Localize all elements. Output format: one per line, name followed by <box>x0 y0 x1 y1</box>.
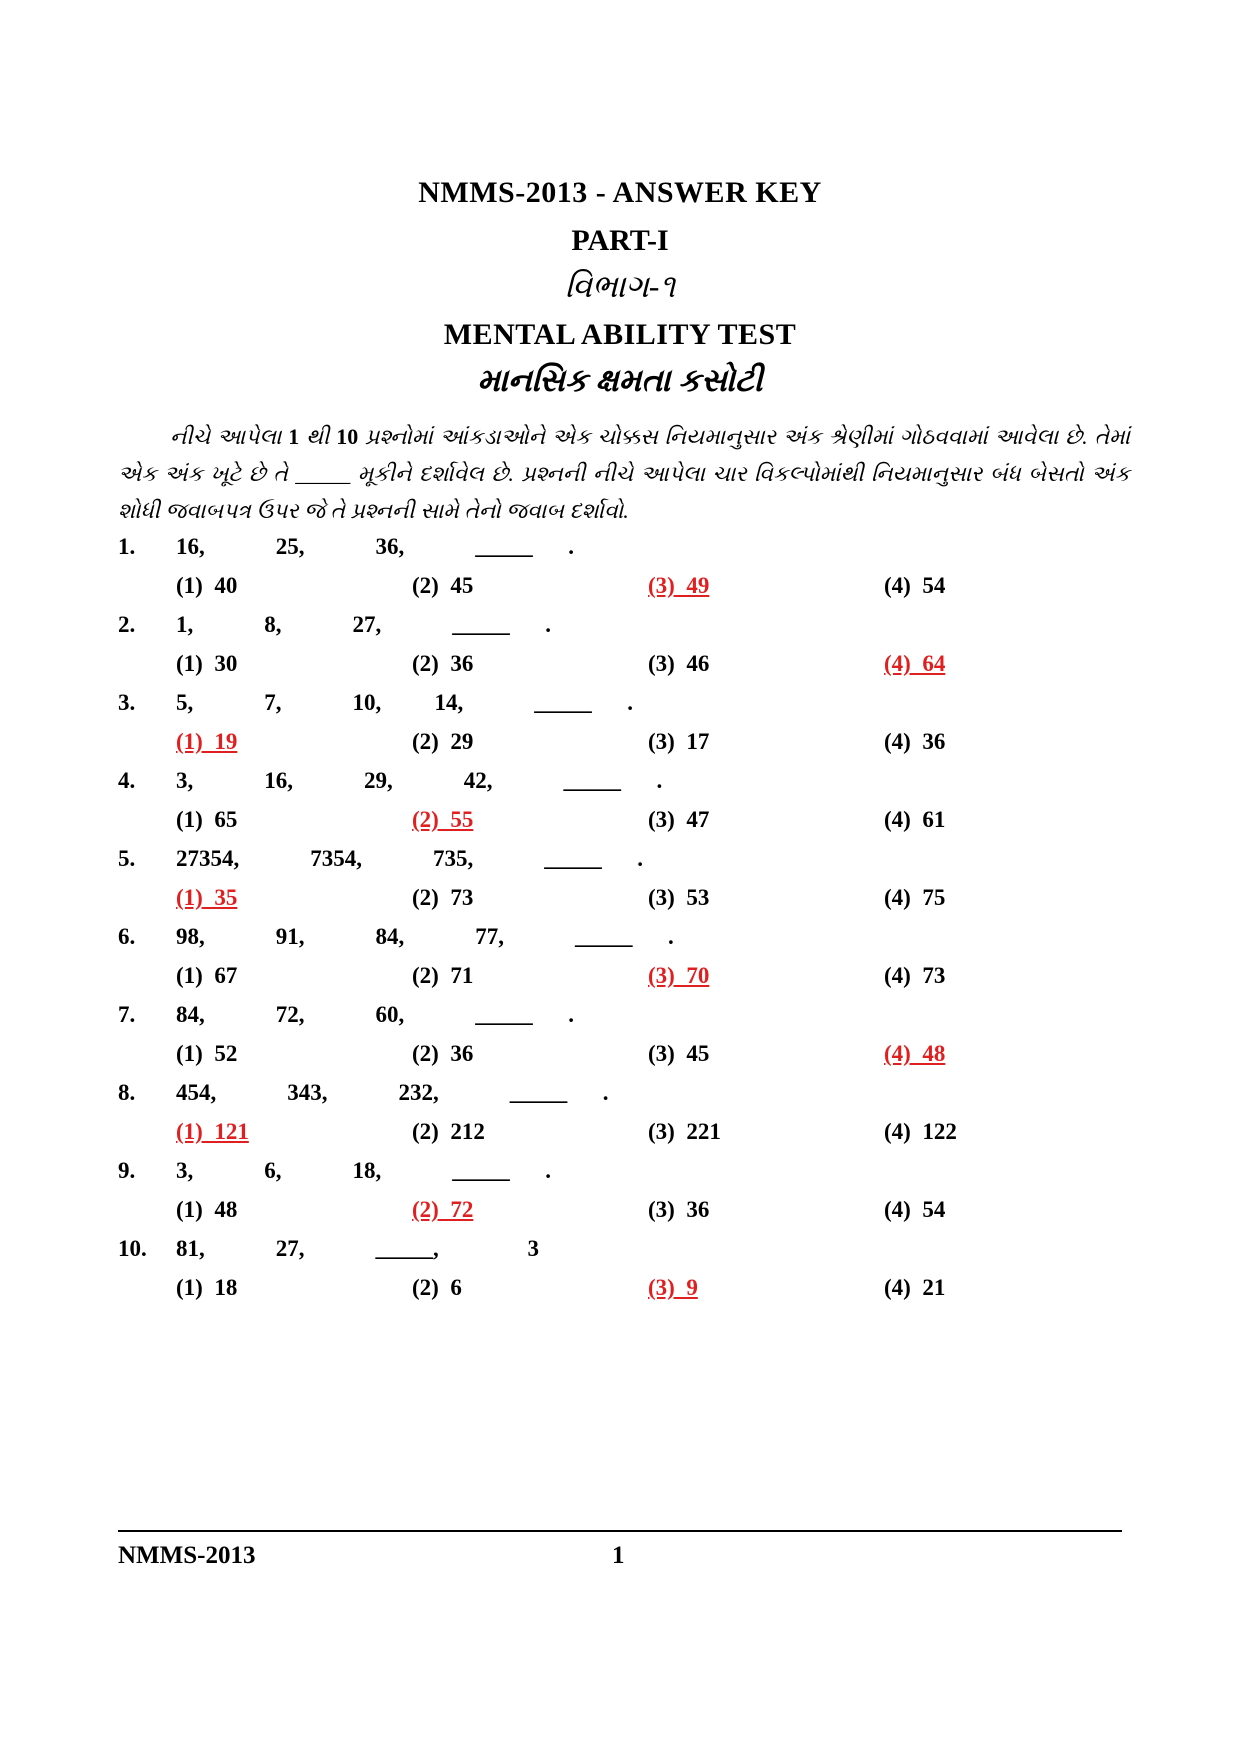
footer-label: NMMS-2013 <box>118 1542 256 1569</box>
question-sequence: 98, 91, 84, 77, _____ . <box>176 924 674 949</box>
question-sequence: 454, 343, 232, _____ . <box>176 1080 609 1105</box>
question-sequence: 16, 25, 36, _____ . <box>176 534 574 559</box>
answer-option: (1) 30 <box>176 651 238 676</box>
question-number: 8. <box>118 1080 136 1105</box>
answer-option: (4) 54 <box>884 573 946 598</box>
question-number: 5. <box>118 846 136 871</box>
document-title: NMMS-2013 - ANSWER KEY <box>418 176 822 209</box>
correct-answer-option: (3) 49 <box>648 573 710 598</box>
answer-option: (4) 122 <box>884 1119 957 1144</box>
question-number: 3. <box>118 690 136 715</box>
answer-option: (4) 73 <box>884 963 946 988</box>
question-sequence: 5, 7, 10, 14, _____ . <box>176 690 633 715</box>
correct-answer-option: (3) 70 <box>648 963 710 988</box>
question-sequence: 27354, 7354, 735, _____ . <box>176 846 643 871</box>
answer-option: (1) 67 <box>176 963 238 988</box>
answer-option: (3) 47 <box>648 807 710 832</box>
test-name-gujarati: માનસિક ક્ષમતા કસોટી <box>477 362 763 398</box>
question-sequence: 3, 16, 29, 42, _____ . <box>176 768 663 793</box>
question-number: 10. <box>118 1236 147 1261</box>
question-number: 9. <box>118 1158 136 1183</box>
answer-option: (1) 18 <box>176 1275 238 1300</box>
page-number: 1 <box>612 1542 625 1569</box>
part-heading: PART-I <box>571 224 669 257</box>
correct-answer-option: (1) 19 <box>176 729 238 754</box>
answer-option: (2) 36 <box>412 1041 474 1066</box>
answer-option: (2) 73 <box>412 885 474 910</box>
part-heading-gujarati: વિભાગ-૧ <box>564 268 676 304</box>
correct-answer-option: (2) 55 <box>412 807 474 832</box>
correct-answer-option: (4) 64 <box>884 651 946 676</box>
answer-option: (3) 36 <box>648 1197 710 1222</box>
answer-option: (4) 21 <box>884 1275 946 1300</box>
answer-option: (3) 17 <box>648 729 710 754</box>
question-number: 2. <box>118 612 136 637</box>
answer-option: (1) 48 <box>176 1197 238 1222</box>
answer-option: (3) 46 <box>648 651 710 676</box>
answer-option: (2) 6 <box>412 1275 462 1300</box>
answer-option: (1) 65 <box>176 807 238 832</box>
answer-option: (2) 36 <box>412 651 474 676</box>
answer-option: (2) 45 <box>412 573 474 598</box>
question-sequence: 84, 72, 60, _____ . <box>176 1002 574 1027</box>
instructions-paragraph: નીચે આપેલા 1 થી 10 પ્રશ્નોમાં આંકડાઓને એક ચોક્કસ નિયમાનુસાર અંક શ્રેણીમાં ગોઠવવામાં આવેલા છે. તેમાં એક અંક ખૂટે છે તે _____ મૂકીને દર્શાવેલ છે. પ્રશ્નની નીચે આપેલા ચાર વિકલ્પોમાંથી નિયમાનુસાર બંધ બેસતો અંક શોધી જવાબપત્ર ઉપર જે તે પ્રશ્નની સામે તેનો જવાબ દર્શાવો. <box>118 424 1130 523</box>
question-number: 6. <box>118 924 136 949</box>
answer-option: (4) 36 <box>884 729 946 754</box>
question-sequence: 3, 6, 18, _____ . <box>176 1158 551 1183</box>
answer-option: (4) 75 <box>884 885 946 910</box>
answer-option: (2) 71 <box>412 963 474 988</box>
question-number: 4. <box>118 768 136 793</box>
correct-answer-option: (2) 72 <box>412 1197 474 1222</box>
answer-option: (1) 40 <box>176 573 238 598</box>
question-sequence: 81, 27, _____, 3 <box>176 1236 539 1261</box>
correct-answer-option: (3) 9 <box>648 1275 698 1300</box>
answer-option: (2) 212 <box>412 1119 485 1144</box>
correct-answer-option: (1) 35 <box>176 885 238 910</box>
correct-answer-option: (1) 121 <box>176 1119 249 1144</box>
correct-answer-option: (4) 48 <box>884 1041 946 1066</box>
footer-divider <box>118 1530 1122 1532</box>
question-sequence: 1, 8, 27, _____ . <box>176 612 551 637</box>
answer-option: (2) 29 <box>412 729 474 754</box>
answer-option: (3) 221 <box>648 1119 721 1144</box>
answer-option: (1) 52 <box>176 1041 238 1066</box>
answer-option: (4) 54 <box>884 1197 946 1222</box>
test-name: MENTAL ABILITY TEST <box>443 318 797 351</box>
question-number: 7. <box>118 1002 136 1027</box>
answer-option: (3) 45 <box>648 1041 710 1066</box>
answer-option: (3) 53 <box>648 885 710 910</box>
answer-option: (4) 61 <box>884 807 946 832</box>
question-number: 1. <box>118 534 136 559</box>
